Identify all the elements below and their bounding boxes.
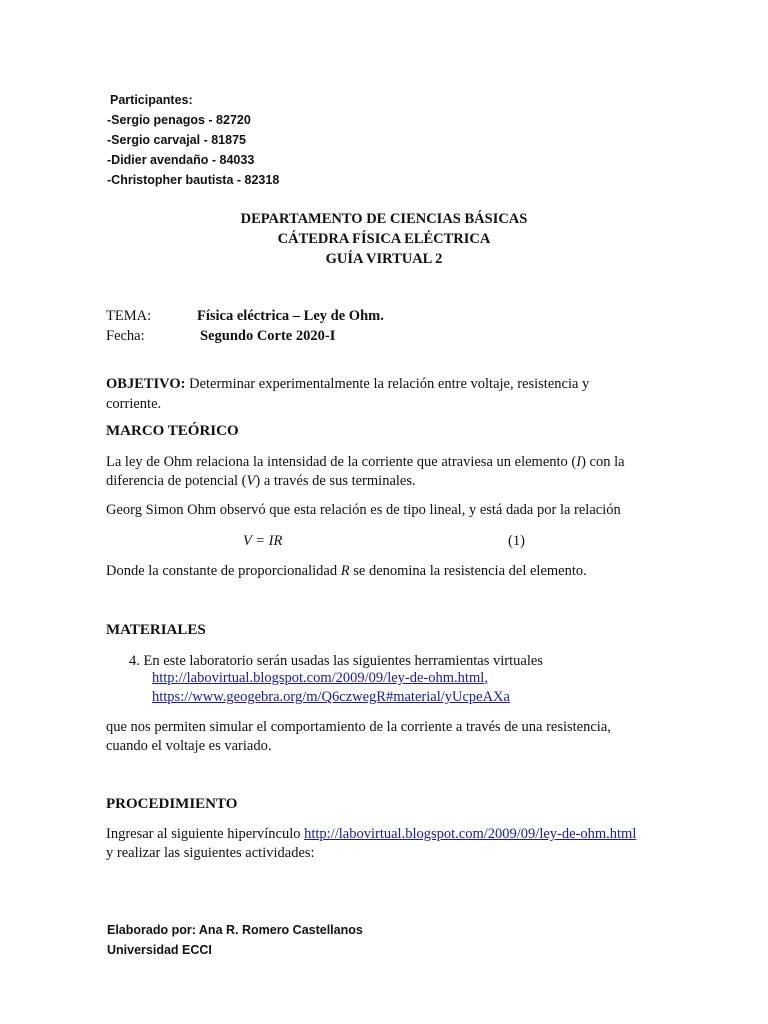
geogebra-link[interactable]: https://www.geogebra.org/m/Q6czwegR#material/yUcpeAXa	[152, 689, 510, 705]
marco-heading: MARCO TEÓRICO	[106, 423, 239, 439]
equation-number: (1)	[508, 533, 525, 549]
objetivo-text: Determinar experimentalmente la relación entre voltaje, resistencia y	[185, 376, 590, 392]
procedimiento-heading: PROCEDIMIENTO	[106, 796, 238, 812]
link-separator: ,	[484, 670, 488, 686]
marco-text: ) con la	[581, 454, 625, 470]
procedimiento-line-2: y realizar las siguientes actividades:	[106, 845, 315, 861]
materiales-link-line-1	[152, 670, 488, 687]
author-credit: Elaborado por: Ana R. Romero Castellanos	[107, 923, 363, 937]
participant-item: -Didier avendaño - 84033	[107, 153, 255, 167]
materiales-list-item: 4. En este laboratorio serán usadas las siguientes herramientas virtuales	[129, 653, 543, 669]
marco-paragraph-2: Georg Simon Ohm observó que esta relación es de tipo lineal, y está dada por la relación	[106, 502, 621, 518]
fecha-label: Fecha:	[106, 328, 145, 344]
var-V: V	[246, 473, 256, 489]
ohm-equation: V = IR	[243, 533, 283, 549]
tema-value: Física eléctrica – Ley de Ohm.	[197, 308, 384, 324]
materiales-paragraph: que nos permiten simular el comportamiento de la corriente a través de una resistencia,	[106, 719, 611, 735]
fecha-value: Segundo Corte 2020-I	[200, 328, 336, 344]
tema-label: TEMA:	[106, 308, 152, 324]
guide-title: GUÍA VIRTUAL 2	[325, 251, 443, 267]
objetivo-line	[106, 376, 589, 393]
marco-paragraph-3	[106, 563, 587, 580]
institution-name: Universidad ECCI	[107, 943, 212, 957]
marco-paragraph-1-cont	[106, 473, 416, 490]
procedimiento-line-1	[106, 826, 636, 843]
participants-heading: Participantes:	[110, 93, 193, 107]
procedimiento-text: Ingresar al siguiente hipervínculo	[106, 826, 305, 842]
department-title: DEPARTAMENTO DE CIENCIAS BÁSICAS	[240, 211, 528, 227]
marco-text: La ley de Ohm relaciona la intensidad de la corriente que atraviesa un elemento (	[106, 454, 577, 470]
chair-title: CÁTEDRA FÍSICA ELÉCTRICA	[277, 231, 491, 247]
materiales-paragraph-cont: cuando el voltaje es variado.	[106, 738, 272, 754]
materiales-heading: MATERIALES	[106, 622, 206, 638]
var-R: R	[340, 563, 350, 579]
objetivo-label: OBJETIVO:	[106, 376, 186, 392]
participant-item: -Sergio carvajal - 81875	[107, 133, 246, 147]
participant-item: -Christopher bautista - 82318	[107, 173, 280, 187]
var-I: I	[576, 454, 582, 470]
participant-item: -Sergio penagos - 82720	[107, 113, 251, 127]
procedimiento-link[interactable]: http://labovirtual.blogspot.com/2009/09/ley-de-ohm.html	[304, 826, 637, 842]
marco-text: diferencia de potencial (	[106, 473, 247, 489]
marco-text: Donde la constante de proporcionalidad	[106, 563, 341, 579]
marco-text: se denomina la resistencia del elemento.	[349, 563, 587, 579]
labovirtual-link[interactable]: http://labovirtual.blogspot.com/2009/09/ley-de-ohm.html	[152, 670, 485, 686]
marco-text: ) a través de sus terminales.	[255, 473, 416, 489]
objetivo-text-cont: corriente.	[106, 396, 162, 412]
marco-paragraph-1	[106, 454, 625, 471]
